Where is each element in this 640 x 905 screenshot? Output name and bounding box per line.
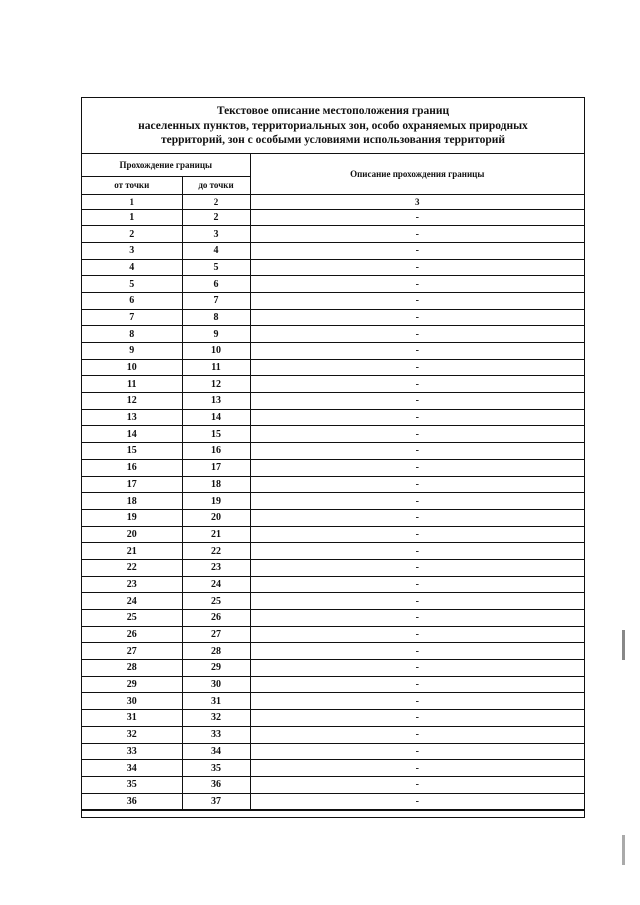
desc-cell: - <box>250 209 584 226</box>
table-row <box>82 509 584 526</box>
table-row <box>82 359 584 376</box>
table-row <box>82 276 584 293</box>
to-cell: 34 <box>182 743 250 760</box>
desc-cell: - <box>250 743 584 760</box>
from-cell: 23 <box>82 576 182 593</box>
from-cell: 20 <box>82 526 182 543</box>
desc-cell: - <box>250 476 584 493</box>
table-row <box>82 660 584 677</box>
from-cell: 8 <box>82 326 182 343</box>
from-cell: 1 <box>82 209 182 226</box>
table-row <box>82 626 584 643</box>
desc-cell: - <box>250 776 584 793</box>
from-cell: 25 <box>82 610 182 627</box>
from-cell: 26 <box>82 626 182 643</box>
desc-cell: - <box>250 393 584 410</box>
to-cell: 8 <box>182 309 250 326</box>
scan-margin-mark <box>622 630 625 660</box>
to-cell: 7 <box>182 292 250 309</box>
column-number: 3 <box>250 194 584 209</box>
to-cell: 27 <box>182 626 250 643</box>
table-row <box>82 743 584 760</box>
table-row <box>82 676 584 693</box>
desc-cell: - <box>250 559 584 576</box>
table-row <box>82 476 584 493</box>
table-row <box>82 343 584 360</box>
desc-cell: - <box>250 493 584 510</box>
desc-cell: - <box>250 359 584 376</box>
desc-cell: - <box>250 242 584 259</box>
to-cell: 25 <box>182 593 250 610</box>
desc-cell: - <box>250 376 584 393</box>
desc-cell: - <box>250 660 584 677</box>
to-cell: 37 <box>182 793 250 810</box>
table-row <box>82 259 584 276</box>
to-cell: 18 <box>182 476 250 493</box>
from-cell: 13 <box>82 409 182 426</box>
from-cell: 22 <box>82 559 182 576</box>
boundary-table <box>82 154 584 810</box>
to-cell: 23 <box>182 559 250 576</box>
to-cell: 36 <box>182 776 250 793</box>
table-row <box>82 242 584 259</box>
table-row <box>82 610 584 627</box>
table-row <box>82 593 584 610</box>
from-cell: 15 <box>82 443 182 460</box>
desc-cell: - <box>250 526 584 543</box>
to-cell: 19 <box>182 493 250 510</box>
from-cell: 36 <box>82 793 182 810</box>
table-row <box>82 292 584 309</box>
desc-cell: - <box>250 676 584 693</box>
to-cell: 20 <box>182 509 250 526</box>
to-cell: 2 <box>182 209 250 226</box>
table-bottom-rule <box>82 810 584 817</box>
desc-cell: - <box>250 576 584 593</box>
desc-cell: - <box>250 276 584 293</box>
table-row <box>82 710 584 727</box>
title-line: территорий, зон с особыми условиями использования территорий <box>161 134 505 146</box>
to-cell: 29 <box>182 660 250 677</box>
table-row <box>82 409 584 426</box>
to-cell: 33 <box>182 726 250 743</box>
to-cell: 16 <box>182 443 250 460</box>
to-cell: 3 <box>182 226 250 243</box>
table-row <box>82 426 584 443</box>
from-cell: 24 <box>82 593 182 610</box>
desc-cell: - <box>250 793 584 810</box>
from-cell: 7 <box>82 309 182 326</box>
desc-cell: - <box>250 326 584 343</box>
desc-cell: - <box>250 643 584 660</box>
table-row <box>82 526 584 543</box>
from-cell: 34 <box>82 760 182 777</box>
to-cell: 21 <box>182 526 250 543</box>
desc-cell: - <box>250 309 584 326</box>
from-cell: 4 <box>82 259 182 276</box>
table-row <box>82 576 584 593</box>
to-cell: 5 <box>182 259 250 276</box>
to-header: до точки <box>182 176 250 194</box>
to-cell: 6 <box>182 276 250 293</box>
table-row <box>82 543 584 560</box>
desc-cell: - <box>250 443 584 460</box>
to-cell: 31 <box>182 693 250 710</box>
table-row <box>82 226 584 243</box>
scan-margin-mark <box>622 835 625 865</box>
from-cell: 33 <box>82 743 182 760</box>
table-row <box>82 776 584 793</box>
table-row <box>82 376 584 393</box>
table-body <box>82 209 584 810</box>
desc-cell: - <box>250 610 584 627</box>
from-header: от точки <box>82 176 182 194</box>
from-cell: 35 <box>82 776 182 793</box>
from-cell: 14 <box>82 426 182 443</box>
document-title <box>82 98 584 154</box>
to-cell: 35 <box>182 760 250 777</box>
to-cell: 28 <box>182 643 250 660</box>
to-cell: 10 <box>182 343 250 360</box>
to-cell: 24 <box>182 576 250 593</box>
table-row <box>82 493 584 510</box>
desc-cell: - <box>250 409 584 426</box>
to-cell: 13 <box>182 393 250 410</box>
to-cell: 14 <box>182 409 250 426</box>
from-cell: 21 <box>82 543 182 560</box>
from-cell: 28 <box>82 660 182 677</box>
from-cell: 9 <box>82 343 182 360</box>
from-cell: 6 <box>82 292 182 309</box>
table-row <box>82 326 584 343</box>
table-row <box>82 209 584 226</box>
to-cell: 26 <box>182 610 250 627</box>
desc-cell: - <box>250 593 584 610</box>
desc-cell: - <box>250 693 584 710</box>
desc-cell: - <box>250 226 584 243</box>
document-sheet <box>81 97 585 818</box>
to-cell: 15 <box>182 426 250 443</box>
table-row <box>82 309 584 326</box>
from-cell: 19 <box>82 509 182 526</box>
from-cell: 16 <box>82 459 182 476</box>
group-header: Прохождение границы <box>82 154 250 176</box>
table-row <box>82 393 584 410</box>
desc-cell: - <box>250 543 584 560</box>
desc-cell: - <box>250 292 584 309</box>
desc-cell: - <box>250 726 584 743</box>
desc-cell: - <box>250 710 584 727</box>
table-row <box>82 643 584 660</box>
desc-cell: - <box>250 426 584 443</box>
table-row <box>82 459 584 476</box>
desc-cell: - <box>250 459 584 476</box>
desc-cell: - <box>250 626 584 643</box>
from-cell: 18 <box>82 493 182 510</box>
from-cell: 30 <box>82 693 182 710</box>
table-row <box>82 559 584 576</box>
from-cell: 12 <box>82 393 182 410</box>
desc-cell: - <box>250 509 584 526</box>
table-row <box>82 793 584 810</box>
to-cell: 11 <box>182 359 250 376</box>
column-number: 1 <box>82 194 182 209</box>
from-cell: 32 <box>82 726 182 743</box>
title-line: Текстовое описание местоположения границ <box>216 105 450 117</box>
title-line: населенных пунктов, территориальных зон, особо охраняемых природных <box>138 119 528 132</box>
from-cell: 11 <box>82 376 182 393</box>
desc-header: Описание прохождения границы <box>250 154 584 194</box>
to-cell: 12 <box>182 376 250 393</box>
to-cell: 4 <box>182 242 250 259</box>
table-row <box>82 726 584 743</box>
from-cell: 3 <box>82 242 182 259</box>
from-cell: 17 <box>82 476 182 493</box>
column-number: 2 <box>182 194 250 209</box>
to-cell: 32 <box>182 710 250 727</box>
from-cell: 10 <box>82 359 182 376</box>
table-row <box>82 443 584 460</box>
from-cell: 27 <box>82 643 182 660</box>
table-row <box>82 760 584 777</box>
to-cell: 9 <box>182 326 250 343</box>
to-cell: 22 <box>182 543 250 560</box>
table-row <box>82 693 584 710</box>
from-cell: 31 <box>82 710 182 727</box>
to-cell: 17 <box>182 459 250 476</box>
from-cell: 29 <box>82 676 182 693</box>
to-cell: 30 <box>182 676 250 693</box>
from-cell: 5 <box>82 276 182 293</box>
desc-cell: - <box>250 259 584 276</box>
desc-cell: - <box>250 343 584 360</box>
desc-cell: - <box>250 760 584 777</box>
from-cell: 2 <box>82 226 182 243</box>
